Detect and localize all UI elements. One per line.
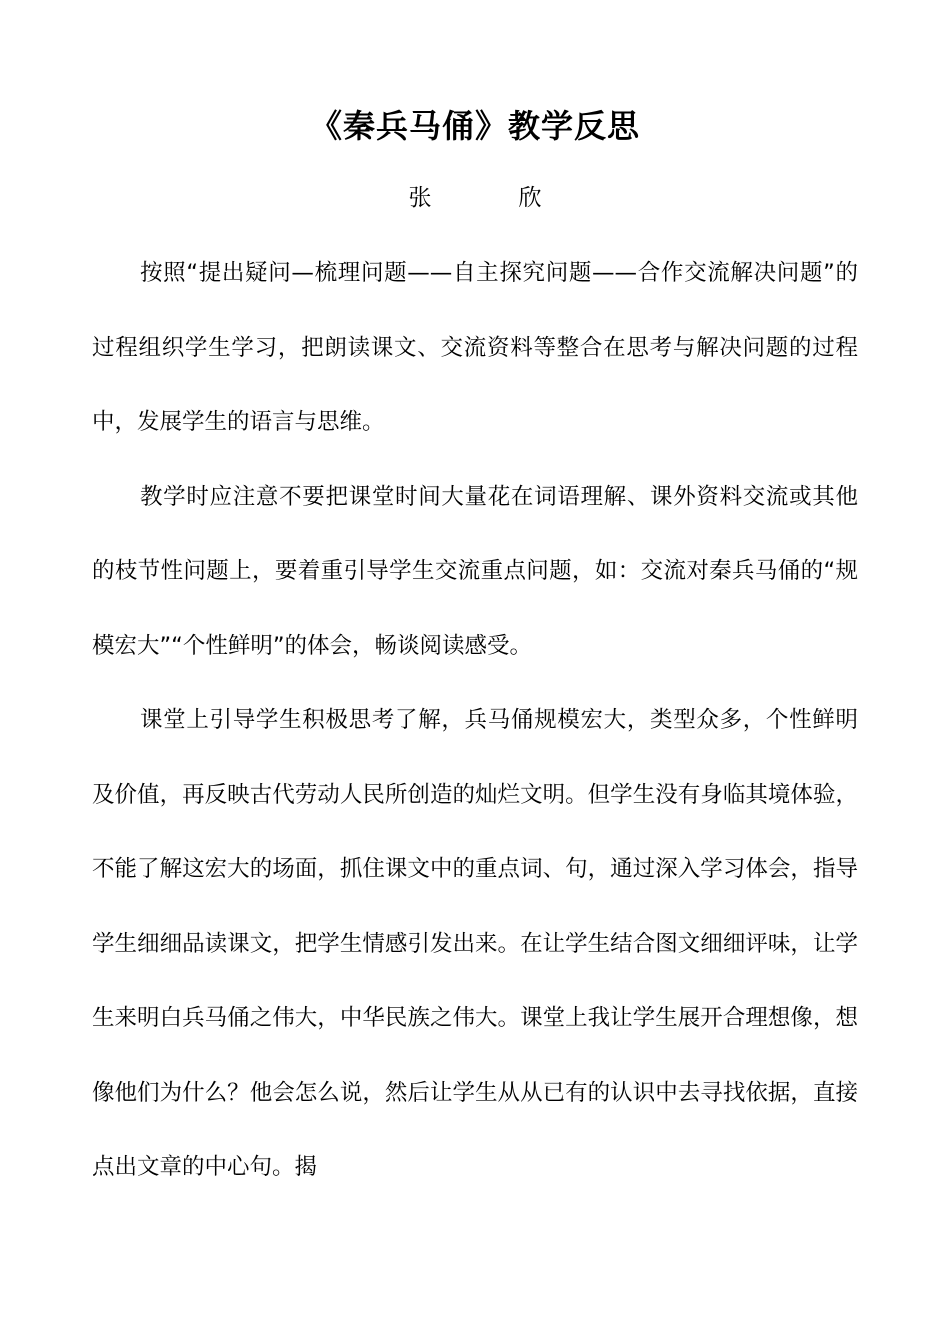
paragraph: 课堂上引导学生积极思考了解，兵马俑规模宏大，类型众多，个性鲜明及价值，再反映古代劳动人民所创造的灿烂文明。但学生没有身临其境体验，不能了解这宏大的场面，抓住课文中的重点词、句，通过深入学习体会，指导学生细细品读课文，把学生情感引发出来。在让学生结合图文细细评味，让学生来明白兵马俑之伟大，中华民族之伟大。课堂上我让学生展开合理想像，想像他们为什么？他会怎么说，然后让学生从从已有的认识中去寻找依据，直接点出文章的中心句。揭 bbox=[92, 707, 858, 1180]
paragraph: 按照“提出疑问—梳理问题——自主探究问题——合作交流解决问题”的过程组织学生学习，把朗读课文、交流资料等整合在思考与解决问题的过程中，发展学生的语言与思维。 bbox=[92, 260, 858, 435]
document-body bbox=[92, 236, 858, 1205]
paragraph: 教学时应注意不要把课堂时间大量花在词语理解、课外资料交流或其他的枝节性问题上，要着重引导学生交流重点问题，如：交流对秦兵马俑的“规模宏大”“个性鲜明”的体会，畅谈阅读感受。 bbox=[92, 483, 858, 659]
document-author: 张 欣 bbox=[408, 185, 574, 211]
document-title: 《秦兵马俑》教学反思 bbox=[309, 107, 640, 145]
